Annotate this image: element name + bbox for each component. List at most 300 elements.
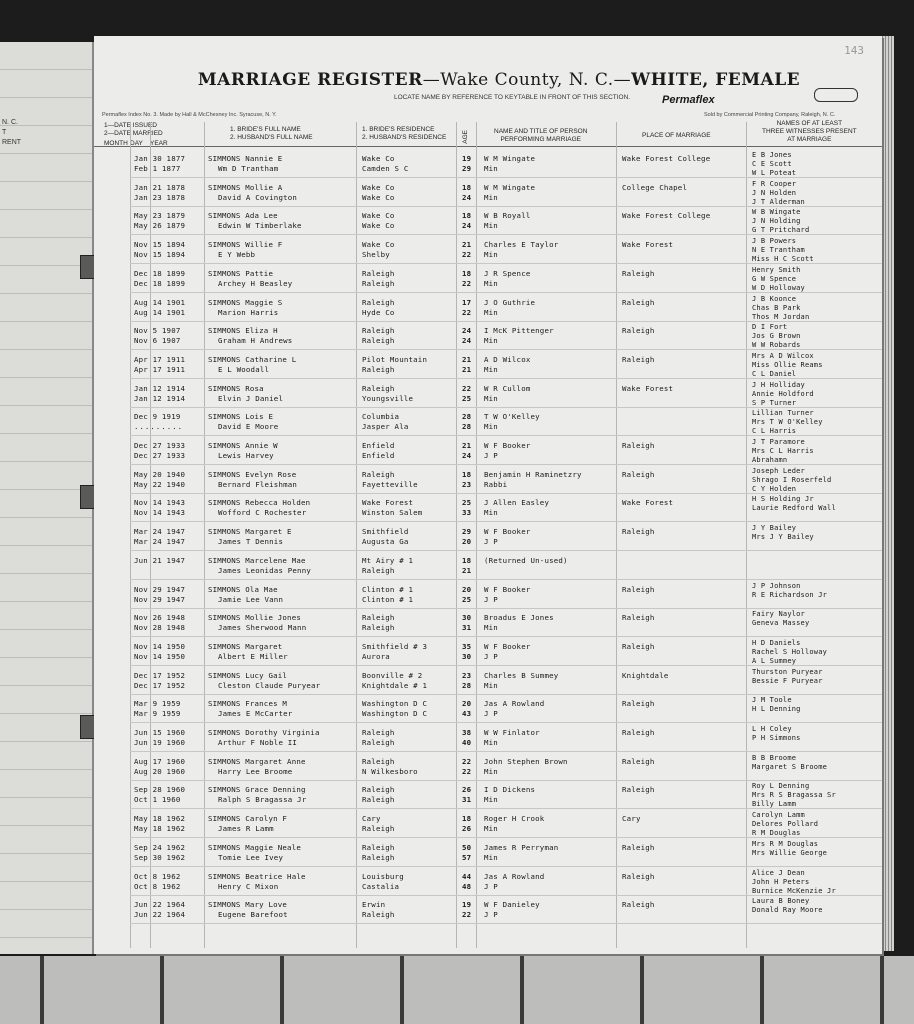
husband-residence: Youngsville [362,393,414,403]
date-issued: Aug 17 1960 [134,756,186,766]
page-title [194,70,804,90]
officiant-title: Min [484,766,498,776]
marriage-place: Wake Forest College [622,154,711,163]
husband-age: 23 [462,479,472,489]
date-married: Feb 1 1877 [134,164,181,173]
witness-name: J B Powers [752,237,797,246]
bride-residence: Pilot Mountain [362,354,428,364]
officiant-title: Min [484,278,498,288]
header-day: DAY [130,140,143,147]
officiant-title: Min [484,307,498,317]
officiant-title: Rabbi [484,479,508,489]
husband-age: 21 [462,364,472,374]
marriage-place: Raleigh [622,900,655,910]
witness-name: Lillian Turner [752,409,814,418]
husband-residence: Shelby [362,250,390,260]
column-rule [456,122,457,948]
husband-residence: Fayetteville [362,479,418,489]
bride-age: 23 [462,670,472,680]
bride-residence: Columbia [362,412,400,422]
marriage-place: Raleigh [622,297,655,307]
bride-age: 18 [462,211,472,221]
witness-name: J B Koonce [752,294,797,303]
officiant-name: A D Wilcox [484,354,531,364]
date-issued: Dec 17 1952 [134,670,186,680]
officiant-name: W F Booker [484,527,531,537]
husband-age: 22 [462,766,472,776]
date-issued: Aug 14 1901 [134,297,186,307]
witness-name: C L Harris [752,427,797,436]
marriage-place: Raleigh [622,527,655,537]
husband-name: Ralph S Bragassa Jr [218,795,307,805]
witness-name: Donald Ray Moore [752,906,823,915]
marriage-place: Raleigh [622,469,655,479]
officiant-name: J Allen Easley [484,498,550,508]
witness-name: C L Daniel [752,369,797,378]
officiant-title: Min [484,824,498,834]
husband-name: Cleston Claude Puryear [218,680,321,690]
date-married: Dec 18 1899 [134,278,186,288]
date-issued: Nov 15 1894 [134,240,186,250]
officiant-name: W M Wingate [484,182,536,192]
date-married: Apr 17 1911 [134,364,186,374]
husband-residence: Raleigh [362,623,395,633]
officiant-title: J P [484,651,498,661]
bride-residence: Raleigh [362,756,395,766]
husband-age: 26 [462,824,472,834]
marriage-place: Raleigh [622,441,655,450]
column-rule [616,122,617,948]
officiant-title: J P [484,709,498,719]
bride-residence: Raleigh [362,842,395,852]
bride-name: SIMMONS Margaret E [208,527,292,537]
date-issued: Mar 9 1959 [134,699,181,709]
witness-name: R E Richardson Jr [752,590,828,599]
husband-age: 24 [462,451,472,460]
bride-name: SIMMONS Willie F [208,240,283,250]
witness-name: Alice J Dean [752,868,805,877]
header-dates: 1—DATE ISSUED 2—DATE MARRIED [104,122,163,137]
husband-residence: Hyde Co [362,307,395,317]
officiant-title: J P [484,537,498,547]
officiant-name: J O Guthrie [484,297,536,307]
date-married: Aug 20 1960 [134,766,186,776]
officiant-title: Min [484,852,498,862]
marriage-place: College Chapel [622,182,688,192]
header-place: PLACE OF MARRIAGE [642,132,711,139]
husband-age: 28 [462,422,472,432]
officiant-name: W F Booker [484,584,531,594]
header-month: MONTH [104,140,128,147]
date-married: May 18 1962 [134,824,186,834]
date-married: Oct 1 1960 [134,795,181,805]
date-married: Nov 29 1947 [134,594,186,604]
witness-name: N E Trantham [752,246,805,255]
date-married: Mar 9 1959 [134,709,181,719]
title-main: MARRIAGE REGISTER [197,70,423,90]
witness-name: J N Holding [752,217,801,226]
officiant-title: Min [484,680,498,690]
husband-name: Jamie Lee Vann [218,594,284,604]
date-issued: May 23 1879 [134,211,186,221]
bride-residence: Wake Forest [362,498,414,508]
marriage-place: Raleigh [622,326,655,336]
title-race: WHITE, FEMALE [631,70,801,90]
date-issued: Dec 27 1933 [134,441,186,450]
witness-name: Mrs J Y Bailey [752,533,814,542]
husband-residence: Camden S C [362,164,409,173]
husband-name: Eugene Barefoot [218,910,288,920]
bride-residence: Raleigh [362,383,395,393]
husband-name: James R Lamm [218,824,274,834]
date-issued: Apr 17 1911 [134,354,186,364]
brand-logo: Permaflex [662,94,715,106]
husband-name: James T Dennis [218,537,284,547]
witness-name: Mrs R S Bragassa Sr [752,791,836,800]
witness-name: Billy Lamm [752,800,797,809]
marriage-place: Raleigh [622,354,655,364]
date-married: Sep 30 1962 [134,852,186,862]
officiant-title: J P [484,451,498,460]
husband-age: 31 [462,623,472,633]
officiant-name: Benjamin H Raminetzry [484,469,582,479]
date-issued: Oct 8 1962 [134,871,181,881]
bride-residence: Wake Co [362,211,395,221]
husband-residence: Jasper Ala [362,422,409,432]
bride-age: 50 [462,842,472,852]
date-married: Oct 8 1962 [134,881,181,891]
column-rule [356,122,357,948]
witness-name: John H Peters [752,877,810,886]
officiant-name: W W Finlator [484,728,540,737]
husband-name: E Y Webb [218,250,256,260]
husband-age: 24 [462,192,472,202]
date-issued: Nov 26 1948 [134,613,186,623]
officiant-name: J R Spence [484,268,531,278]
marriage-place: Raleigh [622,728,655,737]
bride-residence: Wake Co [362,182,395,192]
index-tab-box [814,88,858,102]
officiant-title: J P [484,910,498,920]
bride-name: SIMMONS Mollie Jones [208,613,301,623]
officiant-name: W F Booker [484,641,531,651]
date-issued: Nov 5 1907 [134,326,181,336]
officiant-name: Charles E Taylor [484,240,559,250]
bride-name: SIMMONS Ada Lee [208,211,278,221]
date-issued: Dec 9 1919 [134,412,181,422]
bride-name: SIMMONS Annie W [208,441,278,450]
bride-residence: Raleigh [362,268,395,278]
witness-name: Shrago I Roserfeld [752,475,832,484]
date-married: ......... [134,422,184,432]
bride-name: SIMMONS Carolyn F [208,814,288,824]
husband-name: David E Moore [218,422,279,432]
page-number: 143 [844,44,864,57]
date-married: Nov 15 1894 [134,250,186,260]
witness-name: Mrs A D Wilcox [752,351,814,360]
husband-residence: Raleigh [362,364,395,374]
bride-age: 30 [462,613,472,623]
date-issued: Sep 28 1960 [134,785,186,795]
date-married: Jan 12 1914 [134,393,186,403]
witness-name: Mrs C L Harris [752,447,814,455]
header-rule [94,146,882,147]
date-issued: May 18 1962 [134,814,186,824]
row-rule [130,550,882,551]
bride-name: SIMMONS Lucy Gail [208,670,288,680]
officiant-name: Broadus E Jones [484,613,554,623]
bride-residence: Enfield [362,441,395,450]
husband-age: 25 [462,393,472,403]
witness-name: Thurston Puryear [752,667,823,676]
bride-residence: Washington D C [362,699,428,709]
title-county: —Wake County, N. C.— [422,70,632,90]
husband-name: Harry Lee Broome [218,766,293,776]
header-officiant: NAME AND TITLE OF PERSON PERFORMING MARRIAGE [494,128,588,143]
husband-name: Graham H Andrews [218,336,293,346]
marriage-place: Raleigh [622,756,655,766]
officiant-title: Min [484,164,498,173]
bride-age: 21 [462,240,472,250]
husband-name: Lewis Harvey [218,451,274,460]
bride-name: SIMMONS Nannie E [208,154,283,163]
bride-residence: Cary [362,814,381,824]
header-residence: 1. BRIDE'S RESIDENCE 2. HUSBAND'S RESIDENCE [362,126,447,141]
bride-age: 18 [462,182,472,192]
officiant-title: Min [484,336,498,346]
marriage-place: Cary [622,814,641,824]
date-issued: Nov 14 1950 [134,641,186,651]
witness-name: C Y Holden [752,484,797,493]
header-year: YEAR [150,140,168,147]
husband-residence: Wake Co [362,192,395,202]
husband-name: David A Covington [218,192,298,202]
date-issued: Nov 29 1947 [134,584,186,594]
bride-age: 28 [462,412,472,422]
witness-name: J P Johnson [752,581,801,590]
witness-name: J T Paramore [752,438,805,446]
witness-name: Joseph Leder [752,466,805,475]
witness-name: Burnice McKenzie Jr [752,886,836,895]
officiant-name: W B Royall [484,211,531,221]
column-rule [204,122,205,948]
officiant-name: Jas A Rowland [484,699,545,709]
officiant-name: W R Cullom [484,383,531,393]
husband-residence: Raleigh [362,824,395,834]
witness-name: Jos G Brown [752,332,801,341]
husband-age: 25 [462,594,472,604]
officiant-name: Charles B Summey [484,670,559,680]
marriage-place: Raleigh [622,641,655,651]
column-rule [746,122,747,948]
witness-name: Miss Ollie Reams [752,360,823,369]
husband-age: 48 [462,881,472,891]
date-married: May 22 1940 [134,479,186,489]
bride-age: 19 [462,154,472,163]
witness-name: Chas B Park [752,303,801,312]
date-issued: Jun 15 1960 [134,728,186,737]
husband-age: 57 [462,852,472,862]
bride-residence: Raleigh [362,785,395,795]
witness-name: Laurie Redford Wall [752,504,836,513]
bride-age: 18 [462,814,472,824]
husband-residence: Raleigh [362,910,395,920]
bride-age: 18 [462,555,472,565]
bride-age: 38 [462,728,472,737]
marriage-place: Raleigh [622,613,655,623]
marriage-place: Wake Forest [622,498,674,508]
husband-residence: Raleigh [362,336,395,346]
witness-name: J T Alderman [752,197,805,206]
date-issued: Jun 22 1964 [134,900,186,910]
witness-name: E B Jones [752,151,792,159]
husband-residence: Aurora [362,651,390,661]
husband-age: 22 [462,278,472,288]
officiant-name: W F Danieley [484,900,540,910]
officiant-name: T W O'Kelley [484,412,540,422]
husband-age: 22 [462,307,472,317]
husband-age: 33 [462,508,472,518]
officiant-title: Min [484,623,498,633]
witness-name: Rachel S Holloway [752,647,828,656]
bride-residence: Boonville # 2 [362,670,423,680]
marriage-place: Raleigh [622,268,655,278]
date-married: Aug 14 1901 [134,307,186,317]
bride-age: 26 [462,785,472,795]
bride-age: 35 [462,641,472,651]
bride-residence: Raleigh [362,613,395,623]
bride-age: 17 [462,297,472,307]
date-issued: Jan 12 1914 [134,383,186,393]
witness-name: Margaret S Broome [752,762,828,771]
header-names: 1. BRIDE'S FULL NAME 2. HUSBAND'S FULL NAME [230,126,313,141]
column-rule [130,122,131,948]
husband-name: Edwin W Timberlake [218,221,302,231]
witness-name: J N Holden [752,188,797,197]
date-married: Jun 22 1964 [134,910,186,920]
date-married: Dec 27 1933 [134,451,186,460]
husband-residence: Raleigh [362,738,395,747]
husband-name: Wm D Trantham [218,164,279,173]
husband-age: 29 [462,164,472,173]
bride-name: SIMMONS Pattie [208,268,274,278]
officiant-title: Min [484,221,498,231]
husband-age: 24 [462,221,472,231]
row-rule [130,923,882,924]
bride-residence: Louisburg [362,871,404,881]
marriage-place: Raleigh [622,699,655,709]
marriage-place: Raleigh [622,584,655,594]
date-issued: Sep 24 1962 [134,842,186,852]
husband-name: James E McCarter [218,709,293,719]
witness-name: Henry Smith [752,265,801,274]
witness-name: S P Turner [752,398,797,407]
scan-bottom-strip [0,956,914,1024]
date-married: May 26 1879 [134,221,186,231]
bride-name: SIMMONS Rebecca Holden [208,498,311,508]
header-witnesses: NAMES OF AT LEAST THREE WITNESSES PRESENT AT MARRIAGE [762,120,857,143]
bride-name: SIMMONS Frances M [208,699,288,709]
bride-age: 20 [462,584,472,594]
husband-age: 28 [462,680,472,690]
date-married: Jan 23 1878 [134,192,186,202]
date-married: Nov 14 1943 [134,508,186,518]
marriage-place: Wake Forest [622,240,674,250]
witness-name: Mrs T W O'Kelley [752,418,823,427]
bride-age: 24 [462,326,472,336]
publisher-left: Permaflex Index No. 3. Made by Hall & McChesney Inc. Syracuse, N. Y. [102,112,277,118]
husband-residence: Raleigh [362,795,395,805]
husband-residence: Augusta Ga [362,537,409,547]
bride-age: 29 [462,527,472,537]
witness-name: B B Broome [752,753,797,762]
date-issued: Jun 21 1947 [134,555,186,565]
bride-residence: Raleigh [362,297,395,307]
husband-residence: Winston Salem [362,508,423,518]
bride-name: SIMMONS Rosa [208,383,264,393]
bride-name: SIMMONS Ola Mae [208,584,278,594]
witness-name: F R Cooper [752,179,797,188]
bride-name: SIMMONS Margaret Anne [208,756,306,766]
husband-age: 43 [462,709,472,719]
husband-name: James Leonidas Penny [218,565,311,575]
officiant-name: Roger H Crook [484,814,545,824]
date-married: Nov 6 1907 [134,336,181,346]
date-issued: Jan 21 1878 [134,182,186,192]
officiant-title: Min [484,393,498,403]
officiant-title: Min [484,795,498,805]
witness-name: Laura B Boney [752,897,810,906]
husband-name: Albert E Miller [218,651,288,661]
husband-age: 22 [462,250,472,260]
publisher-right: Sold by Commercial Printing Company, Raleigh, N. C. [704,112,836,118]
witness-name: J M Toole [752,696,792,705]
bride-name: SIMMONS Marcelene Mae [208,555,306,565]
bride-residence: Mt Airy # 1 [362,555,414,565]
witness-name: P H Simmons [752,734,801,742]
column-rule [476,122,477,948]
husband-residence: Raleigh [362,278,395,288]
bride-age: 18 [462,268,472,278]
witness-name: H D Daniels [752,638,801,647]
officiant-name: I McK Pittenger [484,326,554,336]
witness-name: C E Scott [752,160,792,168]
bride-name: SIMMONS Maggie S [208,297,283,307]
date-issued: May 20 1940 [134,469,186,479]
date-married: Mar 24 1947 [134,537,186,547]
husband-residence: Washington D C [362,709,428,719]
husband-age: 20 [462,537,472,547]
officiant-title: Min [484,738,498,747]
witness-name: Fairy Naylor [752,610,805,619]
bride-name: SIMMONS Dorothy Virginia [208,728,320,737]
bride-name: SIMMONS Mary Love [208,900,288,910]
husband-name: E L Woodall [218,364,270,374]
marriage-place: Wake Forest College [622,211,711,221]
husband-age: 24 [462,336,472,346]
husband-residence: N Wilkesboro [362,766,418,776]
marriage-place: Raleigh [622,785,655,795]
witness-name: W B Wingate [752,208,801,217]
bride-residence: Smithfield # 3 [362,641,428,651]
bride-age: 22 [462,756,472,766]
officiant-name: (Returned Un-used) [484,555,568,565]
officiant-name: W F Booker [484,441,531,450]
husband-name: Marion Harris [218,307,279,317]
witness-name: D I Fort [752,323,788,332]
witness-name: Miss H C Scott [752,255,814,264]
witness-name: Abrahamn [752,456,788,464]
